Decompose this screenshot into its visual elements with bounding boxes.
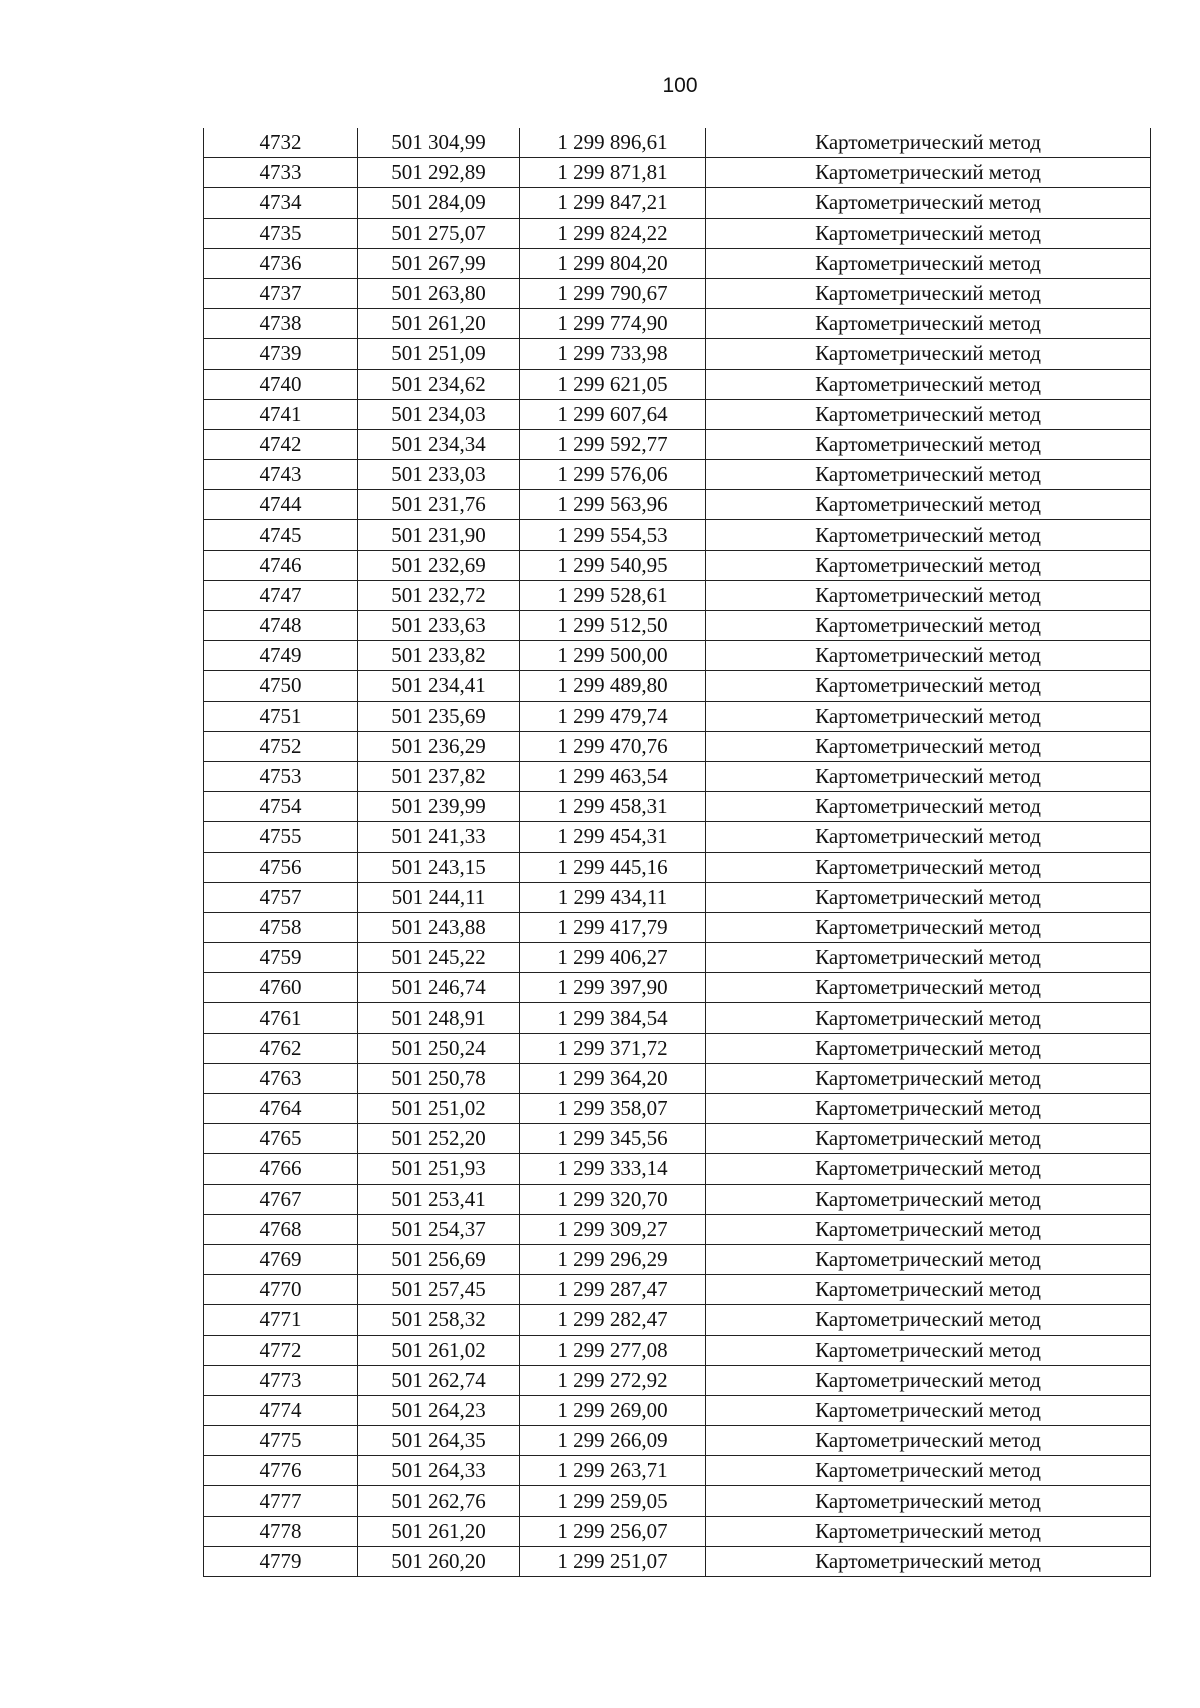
table-row: [204, 188, 1151, 218]
x-coordinate-cell: 501 250,78: [358, 1063, 520, 1093]
y-coordinate-cell: 1 299 309,27: [520, 1214, 706, 1244]
table-row: [204, 1456, 1151, 1486]
y-coordinate-cell: 1 299 463,54: [520, 761, 706, 791]
method-cell: Картометрический метод: [706, 580, 1151, 610]
point-number-cell: 4768: [204, 1214, 358, 1244]
y-coordinate-cell: 1 299 458,31: [520, 792, 706, 822]
table-row: [204, 1486, 1151, 1516]
table-row: [204, 731, 1151, 761]
point-number-cell: 4775: [204, 1426, 358, 1456]
method-cell: Картометрический метод: [706, 490, 1151, 520]
table-row: [204, 460, 1151, 490]
table-row: [204, 309, 1151, 339]
point-number-cell: 4752: [204, 731, 358, 761]
y-coordinate-cell: 1 299 470,76: [520, 731, 706, 761]
point-number-cell: 4765: [204, 1124, 358, 1154]
y-coordinate-cell: 1 299 345,56: [520, 1124, 706, 1154]
table-row: [204, 761, 1151, 791]
method-cell: Картометрический метод: [706, 1063, 1151, 1093]
table-row: [204, 248, 1151, 278]
method-cell: Картометрический метод: [706, 188, 1151, 218]
y-coordinate-cell: 1 299 824,22: [520, 218, 706, 248]
table-row: [204, 128, 1151, 158]
y-coordinate-cell: 1 299 528,61: [520, 580, 706, 610]
method-cell: Картометрический метод: [706, 339, 1151, 369]
y-coordinate-cell: 1 299 512,50: [520, 611, 706, 641]
x-coordinate-cell: 501 262,76: [358, 1486, 520, 1516]
x-coordinate-cell: 501 234,03: [358, 399, 520, 429]
table-row: [204, 1426, 1151, 1456]
point-number-cell: 4734: [204, 188, 358, 218]
y-coordinate-cell: 1 299 896,61: [520, 128, 706, 158]
point-number-cell: 4735: [204, 218, 358, 248]
table-row: [204, 1094, 1151, 1124]
method-cell: Картометрический метод: [706, 369, 1151, 399]
point-number-cell: 4744: [204, 490, 358, 520]
x-coordinate-cell: 501 251,93: [358, 1154, 520, 1184]
point-number-cell: 4779: [204, 1546, 358, 1576]
y-coordinate-cell: 1 299 847,21: [520, 188, 706, 218]
method-cell: Картометрический метод: [706, 1184, 1151, 1214]
y-coordinate-cell: 1 299 871,81: [520, 158, 706, 188]
point-number-cell: 4760: [204, 973, 358, 1003]
y-coordinate-cell: 1 299 333,14: [520, 1154, 706, 1184]
x-coordinate-cell: 501 245,22: [358, 943, 520, 973]
y-coordinate-cell: 1 299 320,70: [520, 1184, 706, 1214]
method-cell: Картометрический метод: [706, 852, 1151, 882]
point-number-cell: 4742: [204, 429, 358, 459]
x-coordinate-cell: 501 234,34: [358, 429, 520, 459]
point-number-cell: 4761: [204, 1003, 358, 1033]
x-coordinate-cell: 501 251,09: [358, 339, 520, 369]
table-row: [204, 943, 1151, 973]
point-number-cell: 4776: [204, 1456, 358, 1486]
y-coordinate-cell: 1 299 621,05: [520, 369, 706, 399]
table-row: [204, 1214, 1151, 1244]
point-number-cell: 4740: [204, 369, 358, 399]
method-cell: Картометрический метод: [706, 1244, 1151, 1274]
method-cell: Картометрический метод: [706, 1003, 1151, 1033]
point-number-cell: 4746: [204, 550, 358, 580]
point-number-cell: 4747: [204, 580, 358, 610]
method-cell: Картометрический метод: [706, 611, 1151, 641]
table-row: [204, 1003, 1151, 1033]
point-number-cell: 4771: [204, 1305, 358, 1335]
x-coordinate-cell: 501 264,33: [358, 1456, 520, 1486]
x-coordinate-cell: 501 261,02: [358, 1335, 520, 1365]
x-coordinate-cell: 501 250,24: [358, 1033, 520, 1063]
table-row: [204, 339, 1151, 369]
x-coordinate-cell: 501 243,15: [358, 852, 520, 882]
y-coordinate-cell: 1 299 272,92: [520, 1365, 706, 1395]
y-coordinate-cell: 1 299 251,07: [520, 1546, 706, 1576]
method-cell: Картометрический метод: [706, 671, 1151, 701]
y-coordinate-cell: 1 299 479,74: [520, 701, 706, 731]
table-row: [204, 1275, 1151, 1305]
method-cell: Картометрический метод: [706, 1214, 1151, 1244]
x-coordinate-cell: 501 231,76: [358, 490, 520, 520]
point-number-cell: 4757: [204, 882, 358, 912]
table-row: [204, 792, 1151, 822]
y-coordinate-cell: 1 299 371,72: [520, 1033, 706, 1063]
y-coordinate-cell: 1 299 406,27: [520, 943, 706, 973]
point-number-cell: 4767: [204, 1184, 358, 1214]
y-coordinate-cell: 1 299 540,95: [520, 550, 706, 580]
table-row: [204, 278, 1151, 308]
method-cell: Картометрический метод: [706, 943, 1151, 973]
table-row: [204, 490, 1151, 520]
y-coordinate-cell: 1 299 576,06: [520, 460, 706, 490]
method-cell: Картометрический метод: [706, 1426, 1151, 1456]
table-row: [204, 882, 1151, 912]
table-row: [204, 1244, 1151, 1274]
method-cell: Картометрический метод: [706, 128, 1151, 158]
x-coordinate-cell: 501 234,41: [358, 671, 520, 701]
x-coordinate-cell: 501 232,72: [358, 580, 520, 610]
x-coordinate-cell: 501 267,99: [358, 248, 520, 278]
table-row: [204, 369, 1151, 399]
x-coordinate-cell: 501 233,03: [358, 460, 520, 490]
point-number-cell: 4745: [204, 520, 358, 550]
method-cell: Картометрический метод: [706, 701, 1151, 731]
method-cell: Картометрический метод: [706, 1124, 1151, 1154]
x-coordinate-cell: 501 257,45: [358, 1275, 520, 1305]
method-cell: Картометрический метод: [706, 882, 1151, 912]
x-coordinate-cell: 501 235,69: [358, 701, 520, 731]
point-number-cell: 4758: [204, 912, 358, 942]
x-coordinate-cell: 501 241,33: [358, 822, 520, 852]
x-coordinate-cell: 501 237,82: [358, 761, 520, 791]
table-row: [204, 1305, 1151, 1335]
y-coordinate-cell: 1 299 489,80: [520, 671, 706, 701]
point-number-cell: 4764: [204, 1094, 358, 1124]
y-coordinate-cell: 1 299 554,53: [520, 520, 706, 550]
point-number-cell: 4759: [204, 943, 358, 973]
method-cell: Картометрический метод: [706, 1516, 1151, 1546]
x-coordinate-cell: 501 304,99: [358, 128, 520, 158]
table-row: [204, 973, 1151, 1003]
point-number-cell: 4769: [204, 1244, 358, 1274]
table-row: [204, 822, 1151, 852]
point-number-cell: 4733: [204, 158, 358, 188]
method-cell: Картометрический метод: [706, 761, 1151, 791]
x-coordinate-cell: 501 248,91: [358, 1003, 520, 1033]
y-coordinate-cell: 1 299 287,47: [520, 1275, 706, 1305]
x-coordinate-cell: 501 233,82: [358, 641, 520, 671]
table-row: [204, 1124, 1151, 1154]
y-coordinate-cell: 1 299 259,05: [520, 1486, 706, 1516]
point-number-cell: 4732: [204, 128, 358, 158]
x-coordinate-cell: 501 260,20: [358, 1546, 520, 1576]
method-cell: Картометрический метод: [706, 731, 1151, 761]
table-row: [204, 1335, 1151, 1365]
table-row: [204, 1063, 1151, 1093]
method-cell: Картометрический метод: [706, 912, 1151, 942]
method-cell: Картометрический метод: [706, 520, 1151, 550]
method-cell: Картометрический метод: [706, 1456, 1151, 1486]
point-number-cell: 4774: [204, 1395, 358, 1425]
point-number-cell: 4751: [204, 701, 358, 731]
method-cell: Картометрический метод: [706, 218, 1151, 248]
table-row: [204, 1365, 1151, 1395]
x-coordinate-cell: 501 232,69: [358, 550, 520, 580]
point-number-cell: 4756: [204, 852, 358, 882]
x-coordinate-cell: 501 264,35: [358, 1426, 520, 1456]
x-coordinate-cell: 501 252,20: [358, 1124, 520, 1154]
x-coordinate-cell: 501 234,62: [358, 369, 520, 399]
point-number-cell: 4755: [204, 822, 358, 852]
method-cell: Картометрический метод: [706, 399, 1151, 429]
y-coordinate-cell: 1 299 804,20: [520, 248, 706, 278]
table-row: [204, 1546, 1151, 1576]
point-number-cell: 4741: [204, 399, 358, 429]
x-coordinate-cell: 501 284,09: [358, 188, 520, 218]
point-number-cell: 4773: [204, 1365, 358, 1395]
y-coordinate-cell: 1 299 397,90: [520, 973, 706, 1003]
x-coordinate-cell: 501 254,37: [358, 1214, 520, 1244]
y-coordinate-cell: 1 299 358,07: [520, 1094, 706, 1124]
table-row: [204, 1033, 1151, 1063]
point-number-cell: 4739: [204, 339, 358, 369]
table-row: [204, 641, 1151, 671]
table-row: [204, 580, 1151, 610]
table-row: [204, 671, 1151, 701]
method-cell: Картометрический метод: [706, 460, 1151, 490]
x-coordinate-cell: 501 231,90: [358, 520, 520, 550]
table-row: [204, 158, 1151, 188]
point-number-cell: 4736: [204, 248, 358, 278]
table-row: [204, 520, 1151, 550]
y-coordinate-cell: 1 299 500,00: [520, 641, 706, 671]
x-coordinate-cell: 501 262,74: [358, 1365, 520, 1395]
table-row: [204, 429, 1151, 459]
coordinates-table-body: [204, 128, 1151, 1577]
x-coordinate-cell: 501 261,20: [358, 309, 520, 339]
table-row: [204, 399, 1151, 429]
method-cell: Картометрический метод: [706, 1094, 1151, 1124]
y-coordinate-cell: 1 299 296,29: [520, 1244, 706, 1274]
page-number: 100: [662, 74, 698, 97]
method-cell: Картометрический метод: [706, 973, 1151, 1003]
point-number-cell: 4750: [204, 671, 358, 701]
x-coordinate-cell: 501 256,69: [358, 1244, 520, 1274]
point-number-cell: 4777: [204, 1486, 358, 1516]
x-coordinate-cell: 501 251,02: [358, 1094, 520, 1124]
x-coordinate-cell: 501 261,20: [358, 1516, 520, 1546]
y-coordinate-cell: 1 299 384,54: [520, 1003, 706, 1033]
method-cell: Картометрический метод: [706, 1395, 1151, 1425]
method-cell: Картометрический метод: [706, 309, 1151, 339]
method-cell: Картометрический метод: [706, 792, 1151, 822]
point-number-cell: 4762: [204, 1033, 358, 1063]
method-cell: Картометрический метод: [706, 1305, 1151, 1335]
table-row: [204, 1184, 1151, 1214]
table-row: [204, 912, 1151, 942]
y-coordinate-cell: 1 299 277,08: [520, 1335, 706, 1365]
x-coordinate-cell: 501 292,89: [358, 158, 520, 188]
method-cell: Картометрический метод: [706, 158, 1151, 188]
method-cell: Картометрический метод: [706, 1486, 1151, 1516]
table-row: [204, 701, 1151, 731]
method-cell: Картометрический метод: [706, 641, 1151, 671]
method-cell: Картометрический метод: [706, 429, 1151, 459]
point-number-cell: 4772: [204, 1335, 358, 1365]
y-coordinate-cell: 1 299 417,79: [520, 912, 706, 942]
x-coordinate-cell: 501 264,23: [358, 1395, 520, 1425]
y-coordinate-cell: 1 299 445,16: [520, 852, 706, 882]
point-number-cell: 4753: [204, 761, 358, 791]
table-row: [204, 218, 1151, 248]
method-cell: Картометрический метод: [706, 278, 1151, 308]
point-number-cell: 4763: [204, 1063, 358, 1093]
method-cell: Картометрический метод: [706, 248, 1151, 278]
x-coordinate-cell: 501 263,80: [358, 278, 520, 308]
y-coordinate-cell: 1 299 563,96: [520, 490, 706, 520]
x-coordinate-cell: 501 244,11: [358, 882, 520, 912]
x-coordinate-cell: 501 258,32: [358, 1305, 520, 1335]
x-coordinate-cell: 501 236,29: [358, 731, 520, 761]
y-coordinate-cell: 1 299 434,11: [520, 882, 706, 912]
x-coordinate-cell: 501 233,63: [358, 611, 520, 641]
y-coordinate-cell: 1 299 269,00: [520, 1395, 706, 1425]
x-coordinate-cell: 501 253,41: [358, 1184, 520, 1214]
point-number-cell: 4754: [204, 792, 358, 822]
x-coordinate-cell: 501 246,74: [358, 973, 520, 1003]
method-cell: Картометрический метод: [706, 550, 1151, 580]
table-row: [204, 1516, 1151, 1546]
method-cell: Картометрический метод: [706, 1275, 1151, 1305]
method-cell: Картометрический метод: [706, 1365, 1151, 1395]
x-coordinate-cell: 501 239,99: [358, 792, 520, 822]
table-row: [204, 852, 1151, 882]
point-number-cell: 4778: [204, 1516, 358, 1546]
y-coordinate-cell: 1 299 263,71: [520, 1456, 706, 1486]
method-cell: Картометрический метод: [706, 822, 1151, 852]
method-cell: Картометрический метод: [706, 1335, 1151, 1365]
y-coordinate-cell: 1 299 733,98: [520, 339, 706, 369]
point-number-cell: 4738: [204, 309, 358, 339]
y-coordinate-cell: 1 299 774,90: [520, 309, 706, 339]
y-coordinate-cell: 1 299 266,09: [520, 1426, 706, 1456]
y-coordinate-cell: 1 299 790,67: [520, 278, 706, 308]
y-coordinate-cell: 1 299 607,64: [520, 399, 706, 429]
y-coordinate-cell: 1 299 592,77: [520, 429, 706, 459]
table-row: [204, 611, 1151, 641]
y-coordinate-cell: 1 299 364,20: [520, 1063, 706, 1093]
table-row: [204, 1395, 1151, 1425]
method-cell: Картометрический метод: [706, 1033, 1151, 1063]
y-coordinate-cell: 1 299 256,07: [520, 1516, 706, 1546]
point-number-cell: 4749: [204, 641, 358, 671]
coordinates-table: [203, 128, 1151, 1577]
x-coordinate-cell: 501 275,07: [358, 218, 520, 248]
x-coordinate-cell: 501 243,88: [358, 912, 520, 942]
point-number-cell: 4770: [204, 1275, 358, 1305]
table-row: [204, 1154, 1151, 1184]
method-cell: Картометрический метод: [706, 1154, 1151, 1184]
y-coordinate-cell: 1 299 454,31: [520, 822, 706, 852]
point-number-cell: 4743: [204, 460, 358, 490]
method-cell: Картометрический метод: [706, 1546, 1151, 1576]
point-number-cell: 4766: [204, 1154, 358, 1184]
y-coordinate-cell: 1 299 282,47: [520, 1305, 706, 1335]
table-row: [204, 550, 1151, 580]
point-number-cell: 4737: [204, 278, 358, 308]
point-number-cell: 4748: [204, 611, 358, 641]
